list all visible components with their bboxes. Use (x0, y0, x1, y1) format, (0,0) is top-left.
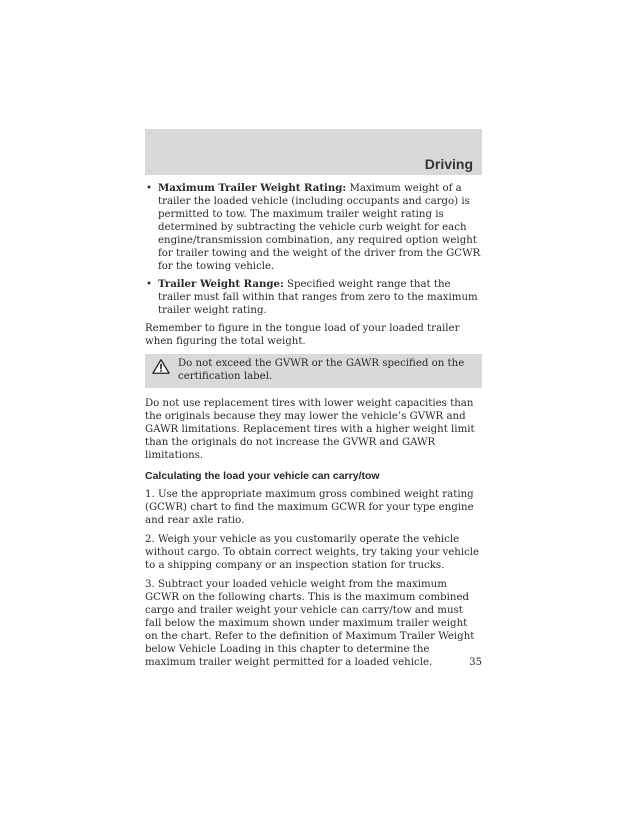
paragraph-tires: Do not use replacement tires with lower weight capacities than the originals because they may lower the vehicle’s GVWR and GAWR limitations. Replacement tires with a higher weight limit than the originals do not increase the GVWR and GAWR limitations. (145, 398, 475, 461)
warning-box (145, 354, 482, 388)
section-header-band (145, 129, 482, 175)
section-title: Driving (424, 156, 473, 172)
warning-text: Do not exceed the GVWR or the GAWR specified on the certification label. (178, 358, 465, 382)
page-number: 35 (469, 657, 482, 668)
bullet-item (145, 182, 482, 273)
step-1: 1. Use the appropriate maximum gross combined weight rating (GCWR) chart to find the maximum GCWR for your type engine and rear axle ratio. (145, 489, 474, 526)
bullet-label: Maximum Trailer Weight Rating: (158, 182, 347, 194)
paragraph-remember: Remember to figure in the tongue load of your loaded trailer when figuring the total weight. (145, 323, 460, 347)
step-2: 2. Weigh your vehicle as you customarily operate the vehicle without cargo. To obtain correct weights, try taking your vehicle to a shipping company or an inspection station for trucks. (145, 534, 480, 571)
bullet-text: Specified weight range that the trailer must fall within that ranges from zero to the maximum trailer weight rating. (158, 279, 478, 316)
subheading: Calculating the load your vehicle can carry/tow (145, 470, 380, 482)
bullet-dot-icon: • (146, 279, 153, 290)
step-3: 3. Subtract your loaded vehicle weight from the maximum GCWR on the following charts. This is the maximum combined cargo and trailer weight your vehicle can carry/tow and must fall below the maximum shown under maximum trailer weight on the chart. Refer to the definition of Maximum Trailer Weight below Vehicle Loading in this chapter to determine the maximum trailer weight permitted for a loaded vehicle. (145, 579, 475, 668)
bullet-text: Maximum weight of a trailer the loaded vehicle (including occupants and cargo) is permitted to tow. The maximum trailer weight rating is determined by subtracting the vehicle curb weight for each engine/transmission combination, any required option weight for trailer towing and the weight of the driver from the GCWR for the towing vehicle. (158, 183, 481, 272)
bullet-dot-icon: • (146, 183, 153, 194)
bullet-label: Trailer Weight Range: (158, 278, 284, 290)
page-content (145, 182, 482, 675)
bullet-item (145, 278, 482, 317)
warning-triangle-icon (152, 358, 170, 375)
